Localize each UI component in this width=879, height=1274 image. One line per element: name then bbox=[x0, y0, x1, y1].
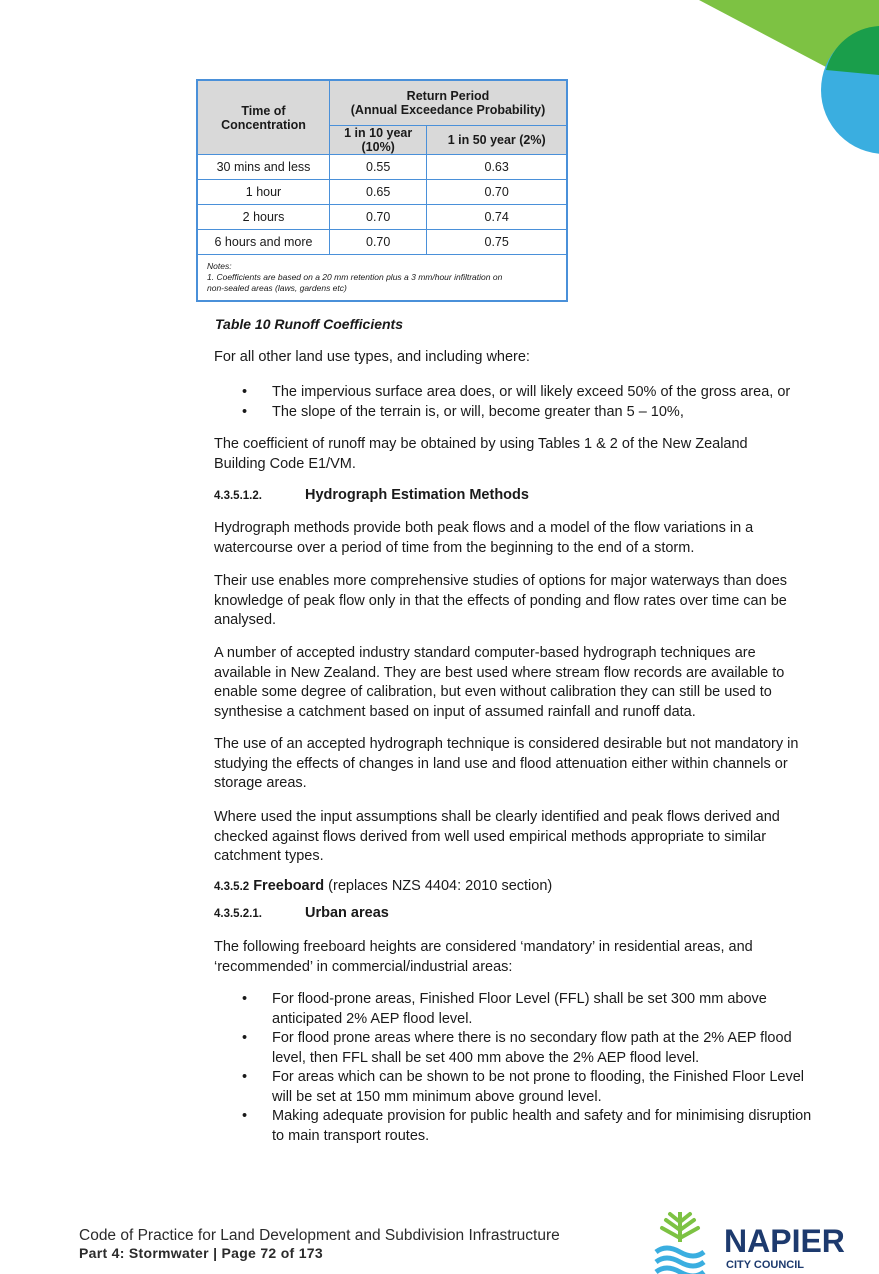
paragraph-hydrograph-5: Where used the input assumptions shall be clearly identified and peak flows derived and checked against flows derived from well used empirical methods appropriate to similar catchment types. bbox=[214, 809, 780, 864]
cell-10yr: 0.65 bbox=[330, 180, 427, 205]
col-header-10-year: 1 in 10 year (10%) bbox=[330, 126, 427, 155]
list-item: • For flood prone areas where there is no secondary flow path at the 2% AEP flood level, then FFL shall be set 400 mm above the 2% AEP flood level. bbox=[214, 1029, 814, 1068]
heading-hydrograph bbox=[214, 487, 529, 503]
heading-title: Hydrograph Estimation Methods bbox=[305, 487, 529, 503]
cell-toc: 6 hours and more bbox=[197, 230, 330, 255]
footer-page-info: Part 4: Stormwater | Page 72 of 173 bbox=[79, 1245, 323, 1261]
table-notes-row bbox=[197, 255, 567, 302]
table-caption: Table 10 Runoff Coefficients bbox=[215, 316, 403, 332]
logo-wordmark: NAPIER bbox=[724, 1223, 845, 1259]
table-row bbox=[197, 205, 567, 230]
footer-title: Code of Practice for Land Development and Subdivision Infrastructure bbox=[79, 1227, 560, 1244]
cell-toc: 2 hours bbox=[197, 205, 330, 230]
col-header-50-year: 1 in 50 year (2%) bbox=[427, 126, 567, 155]
paragraph-coefficient: The coefficient of runoff may be obtained by using Tables 1 & 2 of the New Zealand Building Code E1/VM. bbox=[214, 436, 748, 472]
list-item: • For flood-prone areas, Finished Floor Level (FFL) shall be set 300 mm above anticipated 2% AEP flood level. bbox=[214, 990, 814, 1029]
heading-title: Urban areas bbox=[305, 905, 389, 921]
table-notes: Notes: 1. Coefficients are based on a 20 mm retention plus a 3 mm/hour infiltration on non-sealed areas (laws, gardens etc) bbox=[197, 255, 567, 302]
fern-icon bbox=[656, 1212, 704, 1274]
heading-note: (replaces NZS 4404: 2010 section) bbox=[328, 878, 553, 894]
cell-10yr: 0.70 bbox=[330, 230, 427, 255]
paragraph-other-land-use: For all other land use types, and including where: bbox=[214, 349, 530, 365]
list-item: • The slope of the terrain is, or will, become greater than 5 – 10%, bbox=[214, 403, 814, 423]
col-header-return-period: Return Period (Annual Exceedance Probability) bbox=[330, 80, 568, 126]
paragraph-hydrograph-3: A number of accepted industry standard computer-based hydrograph techniques are available in New Zealand. They are best used where stream flow records are available to enable some degree of calibration, but even without calibration they can still be used to synthesise a catchment based on input of assumed rainfall and runoff data. bbox=[214, 645, 785, 720]
heading-freeboard bbox=[214, 878, 552, 894]
col-header-time-of-concentration: Time of Concentration bbox=[197, 80, 330, 155]
heading-urban-areas bbox=[214, 905, 389, 921]
bullet-list-freeboard bbox=[214, 990, 814, 1146]
cell-toc: 30 mins and less bbox=[197, 155, 330, 180]
cell-50yr: 0.70 bbox=[427, 180, 567, 205]
paragraph-freeboard: The following freeboard heights are considered ‘mandatory’ in residential areas, and ‘recommended’ in commercial/industrial areas: bbox=[214, 939, 753, 975]
cell-50yr: 0.75 bbox=[427, 230, 567, 255]
heading-title: Freeboard bbox=[253, 878, 325, 894]
runoff-coefficients-table bbox=[196, 79, 568, 302]
paragraph-hydrograph-2: Their use enables more comprehensive studies of options for major waterways than does knowledge of peak flow only in that the effects of ponding and flow rates over time can be analysed. bbox=[214, 573, 788, 628]
list-item: • The impervious surface area does, or will likely exceed 50% of the gross area, or bbox=[214, 383, 814, 403]
paragraph-hydrograph-4: The use of an accepted hydrograph technique is considered desirable but not mandatory in studying the effects of changes in land use and flood attenuation either within channels or storage areas. bbox=[214, 736, 799, 791]
heading-number: 4.3.5.1.2. bbox=[214, 490, 262, 502]
heading-number: 4.3.5.2 bbox=[214, 881, 250, 893]
table-row bbox=[197, 180, 567, 205]
cell-50yr: 0.63 bbox=[427, 155, 567, 180]
logo-subtitle: CITY COUNCIL bbox=[726, 1259, 805, 1271]
bullet-list-conditions bbox=[214, 383, 814, 422]
cell-10yr: 0.70 bbox=[330, 205, 427, 230]
heading-number: 4.3.5.2.1. bbox=[214, 908, 262, 920]
list-item: • Making adequate provision for public health and safety and for minimising disruption to main transport routes. bbox=[214, 1107, 814, 1146]
paragraph-hydrograph-1: Hydrograph methods provide both peak flows and a model of the flow variations in a watercourse over a period of time from the beginning to the end of a storm. bbox=[214, 520, 754, 556]
list-item: • For areas which can be shown to be not prone to flooding, the Finished Floor Level will be set at 150 mm minimum above ground level. bbox=[214, 1068, 814, 1107]
corner-decoration bbox=[679, 0, 879, 160]
napier-city-council-logo bbox=[648, 1208, 848, 1274]
cell-10yr: 0.55 bbox=[330, 155, 427, 180]
table-row bbox=[197, 230, 567, 255]
cell-50yr: 0.74 bbox=[427, 205, 567, 230]
cell-toc: 1 hour bbox=[197, 180, 330, 205]
table-row bbox=[197, 155, 567, 180]
